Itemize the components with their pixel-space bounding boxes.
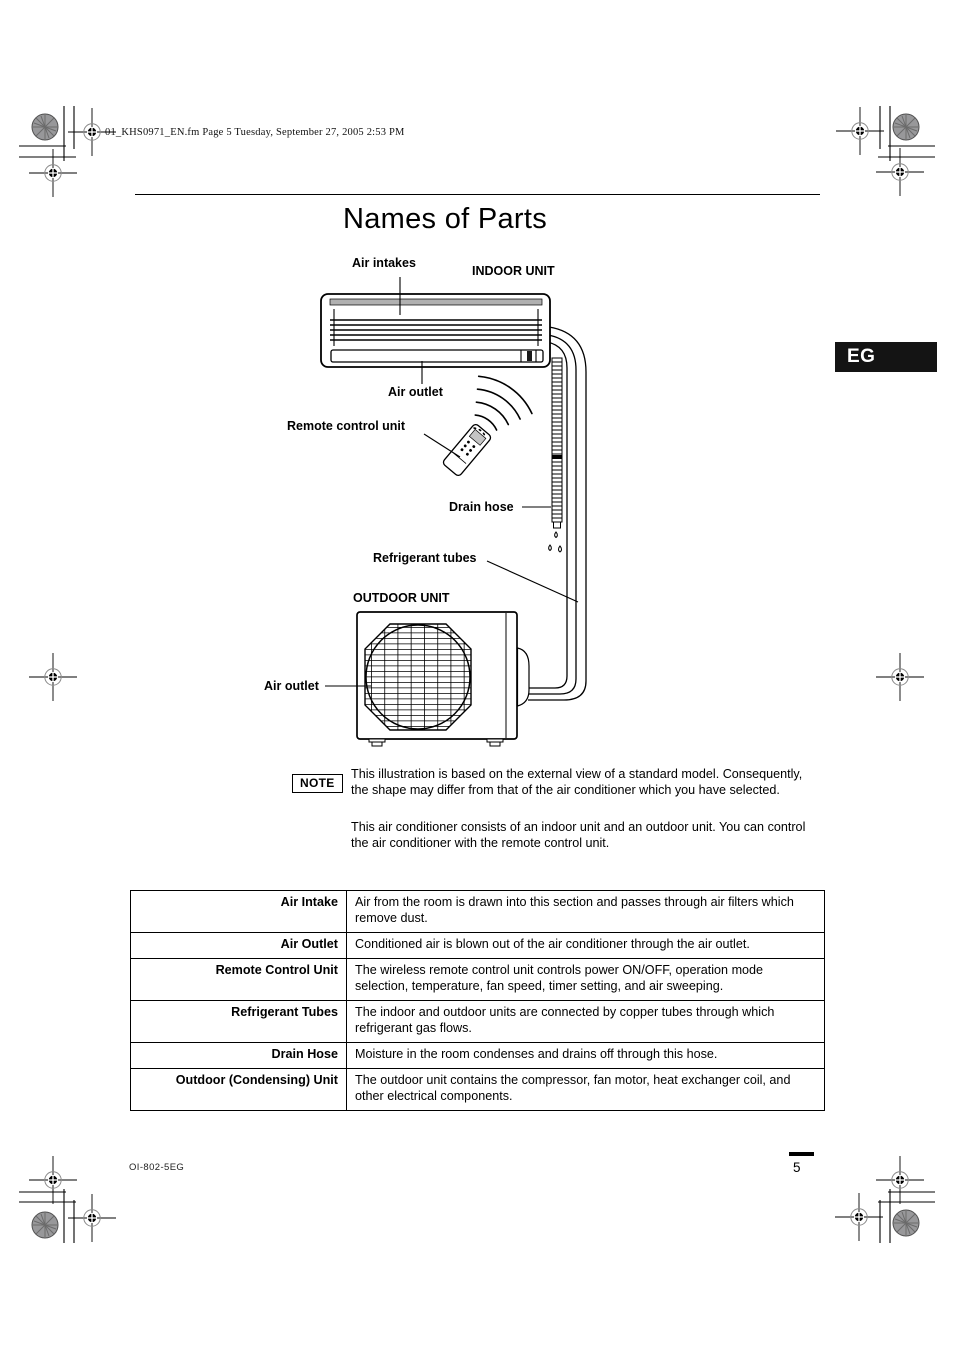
part-description: The indoor and outdoor units are connected by copper tubes through which refrigerant gas flows. <box>347 1000 825 1042</box>
indoor-unit-drawing <box>321 294 550 367</box>
parts-table-body <box>131 891 825 1111</box>
part-description: The outdoor unit contains the compressor, fan motor, heat exchanger coil, and other electrical components. <box>347 1068 825 1110</box>
drain-hose-drawing <box>549 358 562 552</box>
note-badge: NOTE <box>292 774 343 793</box>
note-paragraph: This air conditioner consists of an indoor unit and an outdoor unit. You can control the air conditioner with the remote control unit. <box>351 820 806 851</box>
label-air-outlet-indoor: Air outlet <box>388 385 443 399</box>
remote-control-drawing <box>442 376 532 477</box>
signal-waves-icon <box>474 376 532 435</box>
table-row <box>131 1000 825 1042</box>
part-description: Air from the room is drawn into this section and passes through air filters which remove dust. <box>347 891 825 933</box>
page-number-bar <box>789 1152 814 1156</box>
part-description: The wireless remote control unit controls power ON/OFF, operation mode selection, temperature, fan speed, timer setting, and air sweeping. <box>347 958 825 1000</box>
header-rule <box>135 194 820 195</box>
table-row <box>131 958 825 1000</box>
part-term: Refrigerant Tubes <box>131 1000 347 1042</box>
table-row <box>131 1042 825 1068</box>
table-row <box>131 932 825 958</box>
page-number: 5 <box>793 1160 801 1175</box>
part-description: Moisture in the room condenses and drains off through this hose. <box>347 1042 825 1068</box>
label-refrigerant-tubes: Refrigerant tubes <box>373 551 477 565</box>
label-remote-control-unit: Remote control unit <box>287 419 406 433</box>
parts-table <box>130 890 825 1111</box>
note-paragraph: This illustration is based on the external view of a standard model. Consequently, the shape may differ from that of the air conditioner which you have selected. <box>351 767 803 798</box>
print-header-line: 01_KHS0971_EN.fm Page 5 Tuesday, September 27, 2005 2:53 PM <box>105 127 405 138</box>
outdoor-unit-feet <box>369 739 503 746</box>
label-air-outlet-outdoor: Air outlet <box>264 679 319 693</box>
part-term: Drain Hose <box>131 1042 347 1068</box>
part-term: Outdoor (Condensing) Unit <box>131 1068 347 1110</box>
language-tab-eg: EG <box>835 342 937 372</box>
part-term: Air Outlet <box>131 932 347 958</box>
label-drain-hose: Drain hose <box>449 500 514 514</box>
note-text <box>351 766 813 872</box>
page-title: Names of Parts <box>343 203 548 235</box>
water-drops-icon <box>549 532 562 552</box>
outdoor-unit-drawing <box>357 612 529 746</box>
table-row <box>131 1068 825 1110</box>
part-term: Remote Control Unit <box>131 958 347 1000</box>
part-description: Conditioned air is blown out of the air conditioner through the air outlet. <box>347 932 825 958</box>
label-air-intakes: Air intakes <box>352 256 416 270</box>
table-row <box>131 891 825 933</box>
label-outdoor-unit: OUTDOOR UNIT <box>353 591 450 605</box>
part-term: Air Intake <box>131 891 347 933</box>
label-indoor-unit: INDOOR UNIT <box>472 264 555 278</box>
footer-document-code: OI-802-5EG <box>129 1162 185 1173</box>
